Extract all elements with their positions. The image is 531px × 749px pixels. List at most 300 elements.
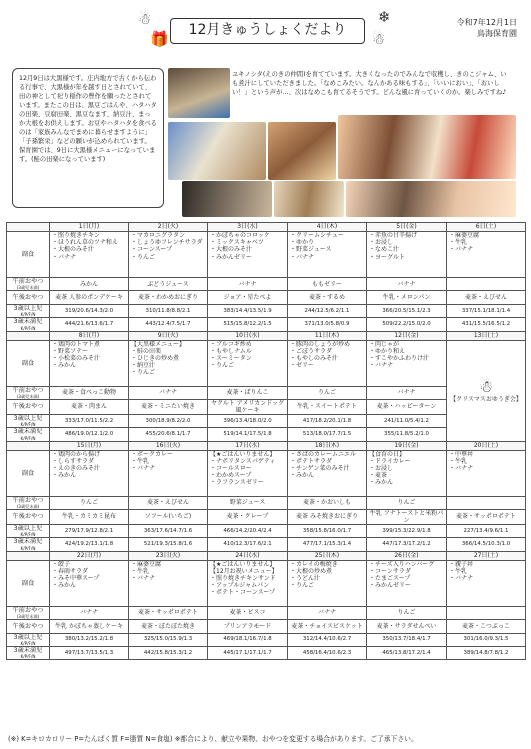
nutrition-under3-cell: 521/19.3/15.8/1.6 (129, 538, 208, 551)
dish-item: ・さばのカレームニエル (290, 450, 357, 458)
nutrition-over3-cell: 301/16.0/9.3/1.5 (447, 633, 526, 646)
pm-snack-cell: 麦茶・サッポロポテト (447, 509, 526, 524)
main-dish-cell (367, 232, 447, 278)
main-dish-label-text: 副食 (21, 359, 35, 367)
corner-cell (7, 223, 50, 232)
am-snack-cell: バナナ (367, 278, 447, 291)
pm-snack-cell: 牛乳 フナトーストと米粉パン (367, 509, 447, 524)
dish-item: ・赤魚の甘辛揚げ (369, 232, 418, 239)
am-snack-cell: バナナ (208, 278, 288, 291)
nutrition-under3-cell: 447/17.3/17.2/1.2 (367, 538, 447, 551)
dish-item: ・マカロニグラタン (131, 232, 185, 239)
nutrition-over3-cell: 333/17.0/11.5/2.2 (50, 415, 129, 428)
nutrition-under3-cell: 486/19.0/12.1/2.0 (50, 428, 129, 441)
nutrition-over3-cell: 319/20.6/14.3/2.0 (50, 305, 129, 318)
photo-children (346, 181, 516, 217)
dish-item: 【食育の日】 (369, 450, 406, 458)
main-dish-cell (288, 450, 367, 496)
am-snack-cell: ぶどうジュース (129, 278, 208, 291)
dish-item: ・みかんゼリー (210, 253, 253, 261)
pm-snack-cell: 麦茶・えびせん (447, 291, 526, 305)
day-header: 1日(月) (50, 223, 129, 232)
dish-item: ・わかめスープ (210, 472, 252, 480)
dish-item: ・バナナ (369, 362, 394, 370)
dish-item: ・大根のみそ汁 (210, 246, 253, 254)
day-header-row (7, 551, 526, 560)
dish-item: ・鮭の田楽 (131, 347, 162, 355)
date-block (457, 17, 517, 39)
pm-snack-cell: 麦茶・ぼたぼた焼き (129, 619, 208, 633)
am-snack-label-sub: (3歳児未満) (16, 503, 40, 509)
dish-item: ・牛乳 (449, 567, 468, 575)
nutrition-over3-cell: 241/11.0/5.4/1.2 (367, 415, 447, 428)
header (0, 0, 531, 62)
pm-snack-cell: 牛乳・メロンパン (367, 291, 447, 305)
dish-item: ・野菜ジュース (290, 246, 332, 254)
day-header: 18日(木) (288, 441, 367, 450)
main-dish-cell (447, 450, 526, 496)
dish-item: ・鶏肉のから揚げ (52, 450, 101, 458)
nutrition-over3-cell: 380/13.2/15.2/1.8 (50, 633, 129, 646)
dish-item: ・みかん (52, 472, 77, 480)
am-snack-cell (447, 606, 526, 619)
nutrition-under3-row (7, 538, 526, 551)
snowman-icon: ☃ (372, 30, 386, 48)
am-snack-cell: 麦茶・かおいしも (288, 496, 367, 509)
nutrition-under3-label-sub: K/P/F/N (20, 325, 36, 331)
am-snack-cell: 麦茶・ぱりんこ (208, 386, 288, 399)
dish-item: ・しらすサラダ (52, 457, 94, 465)
am-snack-cell: 野菜ジュース (208, 496, 288, 509)
main-dish-label (7, 560, 50, 606)
dish-item: ・みそ中華スープ (52, 575, 100, 583)
nutrition-over3-cell: 279/17.9/12.8/2.1 (50, 525, 129, 538)
nutrition-over3-cell: 244/12.5/6.2/1.1 (288, 305, 367, 318)
gift-icon: 🎁 (150, 30, 169, 48)
main-dish-cell (50, 450, 129, 496)
dish-item: ・ブルコギ炒め (210, 340, 252, 348)
nutrition-under3-cell: 442/15.8/15.3/1.2 (129, 647, 208, 660)
pm-snack-cell: 麦茶・肉まん (50, 399, 129, 414)
dish-item: ・ひじきの炒め煮 (131, 355, 180, 363)
photo-harvest (168, 68, 230, 118)
dish-item: ・バナナ (52, 253, 77, 261)
nutrition-over3-cell: 325/15.0/15.9/1.3 (129, 633, 208, 646)
dish-item: ・大根のみそ汁 (52, 246, 95, 254)
am-snack-cell: バナナ (50, 606, 129, 619)
pm-snack-row (7, 619, 526, 633)
nutrition-over3-label-sub: K/P/F/N (20, 641, 36, 647)
nutrition-over3-cell: 310/11.8/8.8/2.1 (129, 305, 208, 318)
photo-cooking (268, 122, 336, 180)
nutrition-under3-cell: 431/15.5/16.5/1.2 (447, 318, 526, 331)
dish-item: ・牛乳 (131, 457, 150, 465)
nutrition-over3-label-text: 3歳以上児 (13, 415, 43, 423)
nutrition-under3-label-text: 3歳未満児 (13, 647, 43, 655)
main-dish-label (7, 232, 50, 278)
am-snack-row (7, 496, 526, 509)
main-dish-label (7, 450, 50, 496)
dish-item: ・照り焼きチキンサンド (210, 575, 276, 583)
dish-item: ・コーンスープ (131, 246, 173, 254)
main-dish-cell (208, 232, 288, 278)
dish-item: ・みかん (52, 362, 77, 370)
dish-item: ・なめこ汁 (369, 246, 400, 254)
nutrition-over3-cell: 399/15.3/22.9/1.8 (367, 525, 447, 538)
nutrition-under3-label-text: 3歳未満児 (13, 538, 43, 546)
pm-snack-cell: 麦茶・サラダせんべい (367, 619, 447, 633)
am-snack-row (7, 606, 526, 619)
main-dish-cell (208, 450, 288, 496)
pm-snack-cell: ジョア・星たべよ (208, 291, 288, 305)
dish-item: ・チンゲン菜のみそ汁 (290, 465, 350, 473)
am-snack-cell: バナナ (367, 386, 447, 399)
dish-item: ・みかん (52, 582, 77, 590)
dish-item: ・お浸し (369, 465, 394, 473)
day-header: 2日(火) (129, 223, 208, 232)
main-dish-label-text: 副食 (21, 469, 35, 477)
nutrition-over3-cell: 366/20.5/15.1/2.3 (367, 305, 447, 318)
pm-snack-cell: 牛乳・スイートポテト (288, 399, 367, 414)
dish-item: ・りんご (210, 362, 235, 370)
day-header: 16日(火) (129, 441, 208, 450)
am-snack-label-text: 午前おやつ (12, 606, 44, 614)
dish-item: ・カレイの梅焼き (290, 560, 338, 568)
day-header: 10日(水) (208, 331, 288, 340)
nutrition-over3-label (7, 633, 50, 646)
am-snack-label (7, 386, 50, 399)
dish-item: ・大根の炒め煮 (290, 567, 333, 575)
day-header: 4日(木) (288, 223, 367, 232)
dish-item: ・もやしのみそ汁 (290, 355, 339, 363)
pm-snack-label (7, 619, 50, 633)
issue-date: 令和7年12月1日 (456, 18, 517, 27)
nutrition-under3-cell: 445/17.1/17.1/1.7 (208, 647, 288, 660)
am-snack-row (7, 278, 526, 291)
dish-item: 【12月お祝いメニュー】 (210, 567, 278, 575)
nutrition-under3-label (7, 538, 50, 551)
pm-snack-cell: ソフール(いちご) (129, 509, 208, 524)
nutrition-under3-label (7, 318, 50, 331)
main-dish-cell (50, 232, 129, 278)
nutrition-under3-cell: 444/21.6/13.6/1.7 (50, 318, 129, 331)
nutrition-over3-label-sub: K/P/F/N (20, 422, 36, 428)
am-snack-label-text: 午前おやつ (12, 278, 44, 285)
nutrition-over3-row (7, 633, 526, 646)
intro-box: 12月9日は大黒様です。庄内地方で古くから伝わる行事で、大黒様が年を越す日とされていて、田の神として祀り稲作の豊作を願ったとされています。またこの日は、黒豆ごはんや、ハタハタの田楽、豆腐田楽、黒豆なます、納豆汁、まっか大根をお供えします。お豆やハタハタを食べるのは「家族みんなでまめに暮らせますように」「子孫繁栄」などの願いが込められています。保育園では、9日に大黒様メニューになっています。(鮭の田楽になっています) (12, 68, 164, 208)
dish-item: ・照り焼きチキン (52, 232, 100, 239)
am-snack-label (7, 278, 50, 291)
main-dish-cell (129, 340, 208, 386)
dish-item: ・豚肉のしょうが炒め (290, 340, 351, 348)
nutrition-under3-cell: 410/12.3/17.6/2.1 (208, 538, 288, 551)
main-dish-cell (447, 560, 526, 606)
dish-item: ・お浸し (369, 239, 394, 247)
nutrition-over3-cell: 417/18.2/20.1/1.8 (288, 415, 367, 428)
dish-item: ・親子丼 (449, 560, 474, 568)
nutrition-under3-cell: 371/13.0/5.8/0.9 (288, 318, 367, 331)
dish-item: 【★ごはんいりません】 (210, 560, 276, 568)
dish-item: ・ゆかり (290, 239, 315, 247)
am-snack-cell: みかん (50, 278, 129, 291)
pm-snack-cell: 牛乳 かぼちゃ蒸しケーキ (50, 619, 129, 633)
photo-bowl (274, 181, 344, 217)
photo-children-eating (338, 115, 516, 179)
nutrition-over3-label (7, 305, 50, 318)
nutrition-under3-cell: 497/13.7/13.5/1.3 (50, 647, 129, 660)
nutrition-over3-cell: 312/14.4/10.6/2.7 (288, 633, 367, 646)
main-dish-label (7, 340, 50, 386)
dish-item: ・牛乳 (131, 567, 150, 575)
main-dish-cell (208, 340, 288, 386)
nutrition-under3-cell: 424/19.2/13.1/1.8 (50, 538, 129, 551)
nutrition-under3-cell: 458/16.4/10.6/2.3 (288, 647, 367, 660)
pm-snack-cell: ヤクルト アメリカンドッグ風ケーキ (208, 399, 288, 414)
nutrition-over3-label-text: 3歳以上児 (13, 525, 43, 533)
am-snack-cell (447, 278, 526, 291)
day-header: 15日(月) (50, 441, 129, 450)
am-snack-label (7, 606, 50, 619)
am-snack-cell: りんご (50, 496, 129, 509)
nutrition-over3-cell: 300/18.9/8.2/2.0 (129, 415, 208, 428)
pm-snack-cell: 麦茶・クレープ (208, 509, 288, 524)
pm-snack-label-text: 午後おやつ (12, 294, 44, 302)
main-dish-label-text: 副食 (21, 250, 35, 258)
nutrition-over3-row (7, 305, 526, 318)
dish-item: ・もやしナムル (210, 347, 252, 355)
main-dish-label-text: 副食 (21, 579, 35, 587)
am-snack-cell: りんご (367, 606, 447, 619)
pm-snack-row (7, 291, 526, 305)
dish-item: ・りんご (131, 253, 156, 261)
photo-mushrooms (182, 181, 272, 217)
nutrition-under3-label-sub: K/P/F/N (20, 545, 36, 551)
nutrition-under3-cell: 443/12.4/7.5/1.7 (129, 318, 208, 331)
pm-snack-label-text: 午後おやつ (12, 622, 44, 630)
dish-item: ・ごぼうサラダ (290, 347, 332, 355)
pm-snack-label-text: 午後おやつ (12, 513, 44, 521)
dish-item: ・かぼちゃのコロッケ (210, 232, 270, 239)
pm-snack-cell: 麦茶・ミニたい焼き (129, 399, 208, 414)
main-dish-cell (447, 340, 526, 441)
nutrition-under3-row (7, 318, 526, 331)
am-snack-cell: 麦茶・ビスコ (208, 606, 288, 619)
dish-item: ・麻婆豆腐 (131, 560, 162, 568)
day-header: 17日(水) (208, 441, 288, 450)
pm-snack-label (7, 291, 50, 305)
pm-snack-cell: プリンアラモード (208, 619, 288, 633)
dish-item: ・ポテトサラダ (290, 457, 332, 465)
day-header: 13日(土) (447, 331, 526, 340)
nutrition-over3-cell: 350/13.7/18.4/1.7 (367, 633, 447, 646)
main-dish-row (7, 560, 526, 606)
nutrition-under3-cell: 455/20.6/8.1/1.7 (129, 428, 208, 441)
nutrition-over3-cell: 363/17.6/14.7/1.6 (129, 525, 208, 538)
dish-item: ・りんご (131, 369, 156, 377)
main-dish-cell (129, 232, 208, 278)
nutrition-over3-cell: 227/13.4/9.6/1.1 (447, 525, 526, 538)
dish-item: ・ラフランスゼリー (210, 479, 264, 487)
dish-item: ・みかん (369, 479, 394, 487)
main-dish-cell (367, 340, 447, 386)
footer-note: (※) K=キロカロリー P=たんぱく質 F=脂質 N=食塩) ※都合により、献立や果物、おやつを変更する場合があります。ご了承下さい。 (8, 735, 418, 743)
dish-item: ・うどん汁 (290, 575, 321, 583)
dish-item: ・スーミータン (210, 355, 252, 363)
dish-item: 【★ごはんいりません】 (210, 450, 276, 458)
dish-item: ・チーズ入りハンバーグ (369, 560, 435, 568)
nutrition-under3-cell: 519/14.1/17.5/1.8 (208, 428, 288, 441)
day-header-row (7, 223, 526, 232)
nutrition-under3-label-text: 3歳未満児 (13, 318, 43, 326)
corner-cell (7, 331, 50, 340)
dish-item: ・バナナ (131, 575, 156, 583)
day-header: 12日(金) (367, 331, 447, 340)
corner-cell (7, 441, 50, 450)
dish-item: ・麻婆豆腐 (449, 232, 480, 239)
main-dish-cell (50, 560, 129, 606)
dish-item: ・クリームシチュー (290, 232, 344, 239)
snowman-icon: ☃ (478, 377, 494, 397)
dish-item: ・ポテト・コーンスープ (210, 589, 276, 597)
nutrition-over3-label-sub: K/P/F/N (20, 532, 36, 538)
nursery-name: 鳥海保育園 (477, 29, 517, 38)
nutrition-over3-cell: 466/14.2/20.4/2.4 (208, 525, 288, 538)
am-snack-label-sub: (3歳児未満) (16, 613, 40, 619)
dish-item: ・野菜ソテー (52, 347, 89, 355)
day-header: 24日(水) (208, 551, 288, 560)
main-dish-cell (208, 560, 288, 606)
snowflake-icon: ❄ (378, 8, 391, 26)
day-header: 20日(土) (447, 441, 526, 450)
dish-item: ・春雨サラダ (52, 567, 88, 575)
nutrition-over3-label-sub: K/P/F/N (20, 312, 36, 318)
nutrition-under3-cell: 477/17.1/15.3/1.4 (288, 538, 367, 551)
corner-cell (7, 551, 50, 560)
dish-item: ・バナナ (449, 575, 474, 583)
day-header: 3日(水) (208, 223, 288, 232)
dish-item: ・みかんゼリー (369, 582, 412, 590)
day-header: 19日(金) (367, 441, 447, 450)
nutrition-under3-row (7, 647, 526, 660)
main-dish-cell (367, 450, 447, 496)
dish-item: ・小松菜のみそ汁 (52, 355, 101, 363)
nutrition-over3-label-text: 3歳以上児 (13, 633, 43, 641)
pm-snack-label (7, 399, 50, 414)
dish-item: ・えのきのみそ汁 (52, 465, 101, 473)
main-dish-cell (129, 450, 208, 496)
nutrition-over3-cell: 358/15.8/16.0/1.7 (288, 525, 367, 538)
news-text: ユキノシタ(えのきの仲間)を育てています。大きくなったのでみんなで収穫し、きのこジャム、いも煮汁にしていただきました。「なめこみたい。なんかある味もする」、「いいにおい」、「おいしい！」という声が…、次はなめこも育てるそうです。どんな風に育っていくのか。楽しみですね♪ (232, 71, 507, 96)
dish-item: ・ゆかり和え (369, 347, 406, 355)
am-snack-label (7, 496, 50, 509)
dish-item: ・ポークカレー (131, 450, 174, 458)
nutrition-under3-label-text: 3歳未満児 (13, 428, 43, 436)
main-dish-row (7, 232, 526, 278)
main-dish-cell (447, 232, 526, 278)
day-header: 9日(火) (129, 331, 208, 340)
nutrition-under3-label-sub: K/P/F/N (20, 654, 36, 660)
dish-item: ・りんご (290, 582, 315, 590)
dish-item: ・ほうれん草のツナ和え (52, 239, 118, 247)
dish-item: ・牛乳 (449, 239, 468, 247)
am-snack-label-sub: (3歳児未満) (16, 285, 40, 291)
nutrition-under3-label (7, 647, 50, 660)
pm-snack-row (7, 509, 526, 524)
pm-snack-cell: 麦茶・するめ (288, 291, 367, 305)
pm-snack-cell: 麦茶 みそ焼きおにぎり (288, 509, 367, 524)
day-header-row (7, 441, 526, 450)
pm-snack-cell: 麦茶 人参のポンデケーキ (50, 291, 129, 305)
main-dish-cell (288, 232, 367, 278)
day-header: 25日(木) (288, 551, 367, 560)
am-snack-cell: りんご (288, 386, 367, 399)
dish-item: ・納豆汁 (131, 362, 156, 370)
day-header: 6日(土) (447, 223, 526, 232)
photo-mushroom-dish (168, 122, 266, 180)
nutrition-under3-cell: 355/11.8/5.2/1.0 (367, 428, 447, 441)
dish-item: ・アップルジャムパン (210, 582, 270, 590)
dish-item: ・バナナ (290, 253, 315, 261)
nutrition-over3-cell: 469/18.1/16.7/1.8 (208, 633, 288, 646)
nutrition-under3-label (7, 428, 50, 441)
pm-snack-label (7, 509, 50, 524)
dish-item: ・しょうゆフレンチサラダ (131, 239, 203, 247)
nutrition-under3-cell: 366/14.5/10.3/1.0 (447, 538, 526, 551)
day-header: 27日(土) (447, 551, 526, 560)
menu-table (6, 222, 526, 660)
day-header: 26日(金) (367, 551, 447, 560)
dish-item: ・ヨーグルト (369, 253, 405, 261)
day-header: 5日(金) (367, 223, 447, 232)
dish-item: ・麦茶 (369, 472, 388, 480)
main-dish-row (7, 450, 526, 496)
am-snack-cell: りんご (367, 496, 447, 509)
nutrition-under3-cell: 515/15.8/12.2/1.5 (208, 318, 288, 331)
main-dish-cell (50, 340, 129, 386)
main-dish-cell (288, 560, 367, 606)
main-dish-cell (288, 340, 367, 386)
am-snack-cell: ももゼリー (288, 278, 367, 291)
pm-snack-cell: 麦茶・わかめおにぎり (129, 291, 208, 305)
dish-item: ・肉じゃが (369, 340, 400, 348)
page-title: 12月きゅうしょくだより (170, 18, 365, 44)
day-header: 22日(月) (50, 551, 129, 560)
pm-snack-cell: 麦茶・チョイスビスケット (288, 619, 367, 633)
nutrition-over3-cell: 337/15.1/18.1/1.4 (447, 305, 526, 318)
main-dish-cell (367, 560, 447, 606)
dish-item: ・中華丼 (449, 450, 474, 458)
am-snack-label-sub: (3歳児未満) (16, 393, 40, 399)
dish-item: ・牛乳 (449, 457, 468, 465)
day-header-row (7, 331, 526, 340)
nutrition-under3-label-sub: K/P/F/N (20, 435, 36, 441)
nutrition-over3-label (7, 525, 50, 538)
am-snack-cell: バナナ (129, 386, 208, 399)
dish-item: ・コールスロー (210, 465, 252, 473)
dish-item: ・餃子 (52, 560, 71, 568)
nutrition-over3-cell: 396/13.4/18.0/2.0 (208, 415, 288, 428)
main-dish-row (7, 340, 526, 386)
nutrition-over3-cell: 383/14.4/13.5/1.9 (208, 305, 288, 318)
am-snack-label-text: 午前おやつ (12, 496, 44, 504)
am-snack-cell: 麦茶・えびせん (129, 496, 208, 509)
am-snack-cell: バナナ (288, 606, 367, 619)
dish-item: 【大黒様メニュー】 (131, 340, 186, 348)
dish-item: ・ミックスキャベツ (210, 239, 264, 247)
dish-item: ・ゼリー (290, 362, 315, 370)
pm-snack-cell: 麦茶・こつぶっこ (447, 619, 526, 633)
nutrition-under3-cell: 509/22.2/15.0/2.0 (367, 318, 447, 331)
